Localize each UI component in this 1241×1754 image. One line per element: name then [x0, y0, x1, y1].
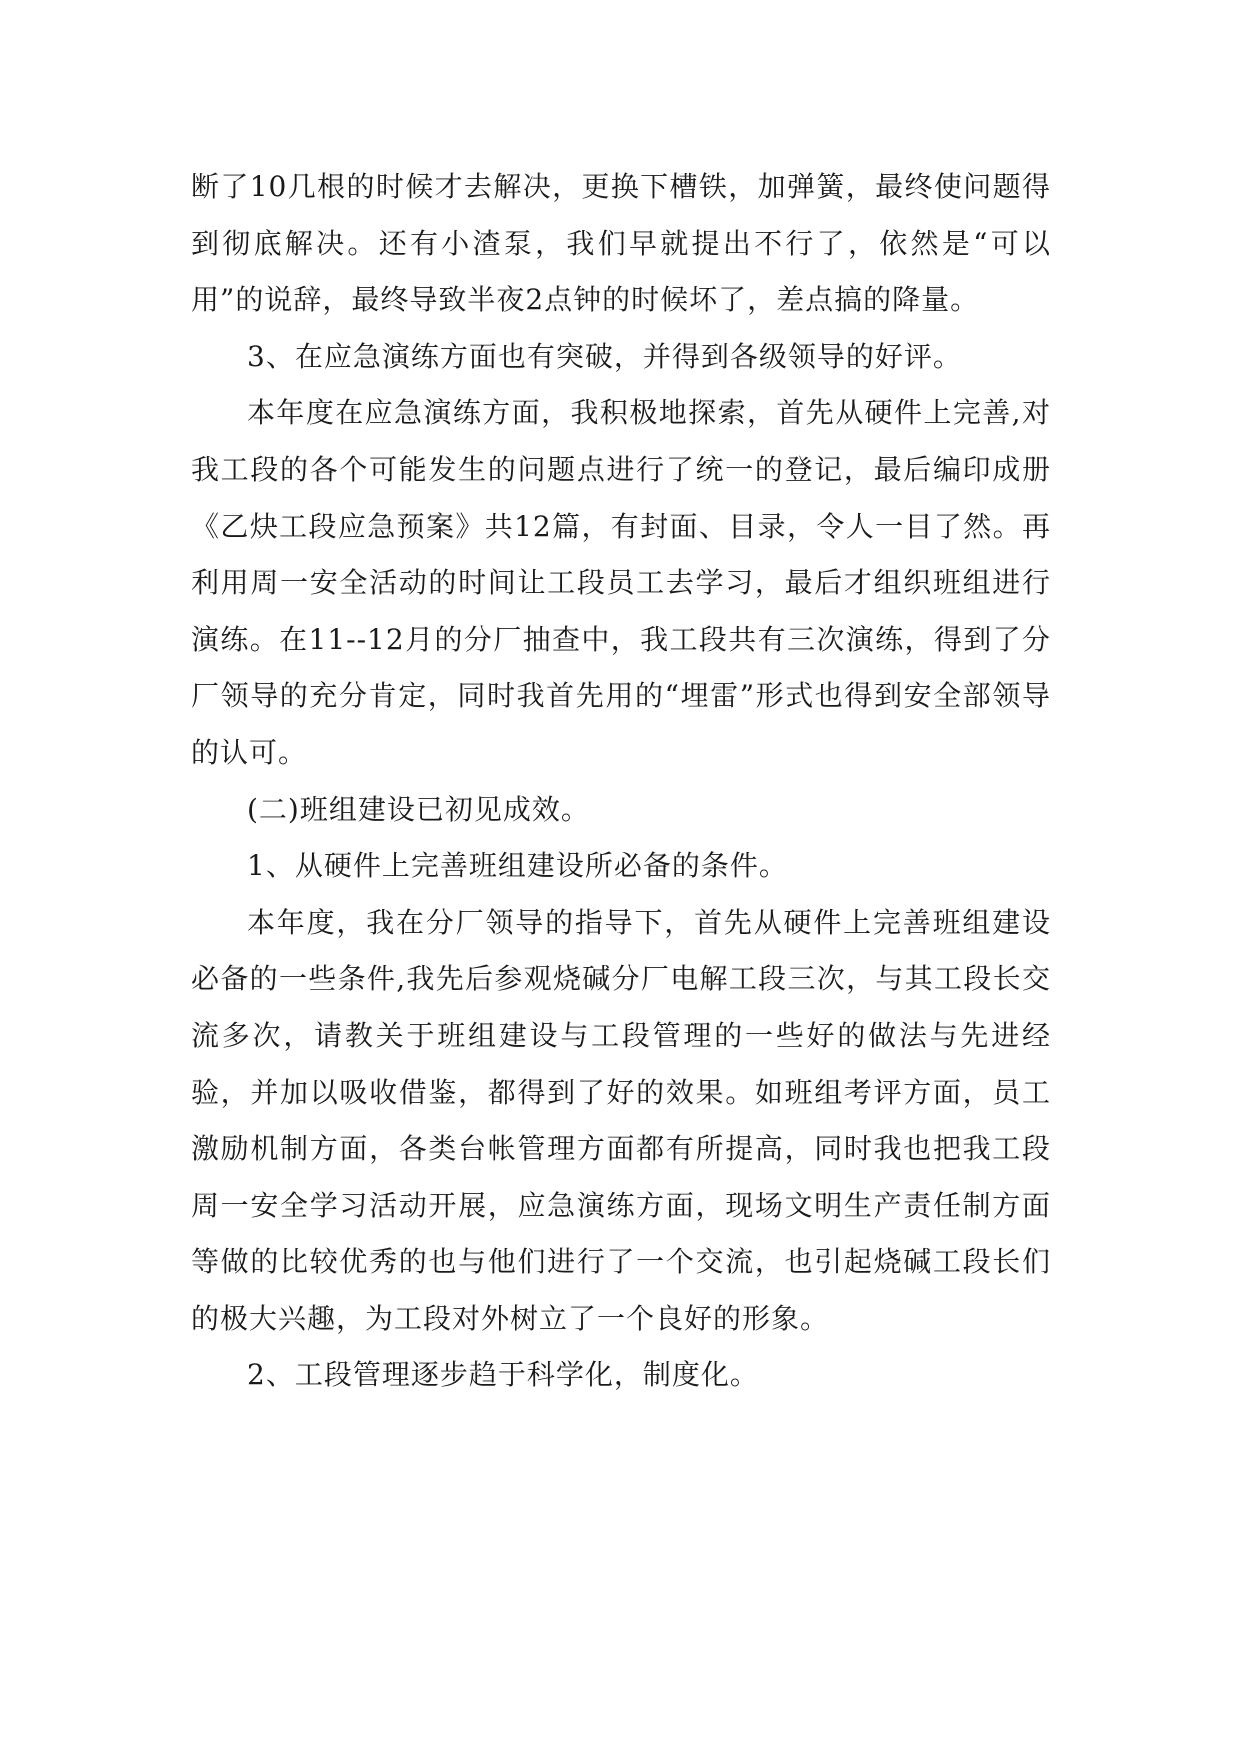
paragraph-5: 1、从硬件上完善班组建设所必备的条件。 [247, 849, 788, 883]
paragraph-7: 2、工段管理逐步趋于科学化，制度化。 [247, 1358, 759, 1392]
section-heading: (二)班组建设已初见成效。 [247, 792, 590, 826]
document-body [191, 159, 1051, 1404]
paragraph-1: 断了10几根的时候才去解决，更换下槽铁，加弹簧，最终使问题得到彻底解决。还有小渣泵，我们早就提出不行了，依然是“可以用”的说辞，最终导致半夜2点钟的时候坏了，差点搞的降量。 [191, 170, 1051, 317]
paragraph-6: 本年度，我在分厂领导的指导下，首先从硬件上完善班组建设必备的一些条件,我先后参观烧碱分厂电解工段三次，与其工段长交流多次，请教关于班组建设与工段管理的一些好的做法与先进经验，并加以吸收借鉴，都得到了好的效果。如班组考评方面，员工激励机制方面，各类台帐管理方面都有所提高，同时我也把我工段周一安全学习活动开展，应急演练方面，现场文明生产责任制方面等做的比较优秀的也与他们进行了一个交流，也引起烧碱工段长们的极大兴趣，为工段对外树立了一个良好的形象。 [191, 905, 1051, 1335]
paragraph-2: 3、在应急演练方面也有突破，并得到各级领导的好评。 [247, 339, 962, 373]
paragraph-3: 本年度在应急演练方面，我积极地探索，首先从硬件上完善,对我工段的各个可能发生的问题点进行了统一的登记，最后编印成册《乙炔工段应急预案》共12篇，有封面、目录，令人一目了然。再利用周一安全活动的时间让工段员工去学习，最后才组织班组进行演练。在11--12月的分厂抽查中，我工段共有三次演练，得到了分厂领导的充分肯定，同时我首先用的“埋雷”形式也得到安全部领导的认可。 [191, 396, 1051, 769]
